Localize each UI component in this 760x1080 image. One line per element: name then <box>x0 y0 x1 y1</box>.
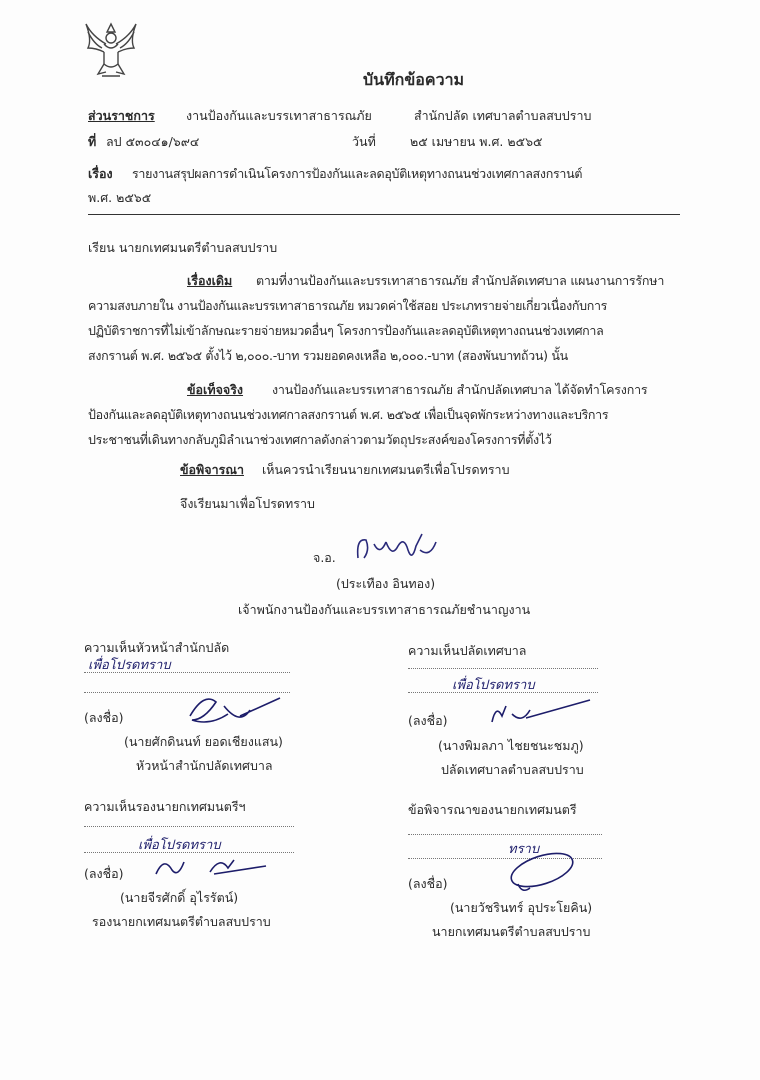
approval-position-clerk: ปลัดเทศบาลตำบลสบปราบ <box>441 762 584 777</box>
ref-value: ลป ๕๓๐๔๑/๖๙๔ <box>106 134 200 149</box>
deputy-signature <box>150 852 270 884</box>
garuda-emblem <box>82 18 140 80</box>
sign-label-clerk: (ลงชื่อ) <box>408 713 448 728</box>
approval-heading-deputy: ความเห็นรองนายกเทศมนตรีฯ <box>84 799 246 814</box>
dotted-line <box>408 834 602 835</box>
date-label: วันที่ <box>352 134 376 149</box>
date-value: ๒๕ เมษายน พ.ศ. ๒๕๖๕ <box>410 134 543 149</box>
sign-label-deputy: (ลงชื่อ) <box>84 866 124 881</box>
ref-label: ที่ <box>88 134 97 149</box>
closing-line: จึงเรียนมาเพื่อโปรดทราบ <box>180 496 315 511</box>
clerk-signature <box>486 696 596 728</box>
consideration-label: ข้อพิจารณา <box>180 462 244 477</box>
background-line-4: สงกรานต์ พ.ศ. ๒๕๖๕ ตั้งไว้ ๒,๐๐๐.-บาท รวมยอดคงเหลือ ๒,๐๐๐.-บาท (สองพันบาทถ้วน) นั้น <box>88 348 568 363</box>
agency-label: ส่วนราชการ <box>88 108 155 123</box>
background-line-1: ตามที่งานป้องกันและบรรเทาสาธารณภัย สำนักปลัดเทศบาล แผนงานการรักษา <box>256 273 665 288</box>
author-prefix: จ.อ. <box>313 550 336 565</box>
approval-note-deputy: เพื่อโปรดทราบ <box>138 838 221 853</box>
approval-note-clerk: เพื่อโปรดทราบ <box>452 678 535 693</box>
facts-label: ข้อเท็จจริง <box>187 382 244 397</box>
salutation: เรียน นายกเทศมนตรีตำบลสบปราบ <box>88 240 278 255</box>
approval-name-clerk: (นางพิมลภา ไชยชนะชมภู) <box>438 738 584 753</box>
approval-position-mayor: นายกเทศมนตรีตำบลสบปราบ <box>432 924 591 939</box>
consideration-line-1: เห็นควรนำเรียนนายกเทศมนตรีเพื่อโปรดทราบ <box>262 462 510 477</box>
approval-note-chief: เพื่อโปรดทราบ <box>88 658 171 673</box>
author-name: (ประเทือง อินทอง) <box>336 576 436 591</box>
approval-name-mayor: (นายวัชรินทร์ อุประโยคิน) <box>450 900 593 915</box>
memo-title: บันทึกข้อความ <box>363 70 465 89</box>
agency-office: สำนักปลัด เทศบาลตำบลสบปราบ <box>414 108 592 123</box>
header-divider <box>88 214 680 215</box>
sign-label-mayor: (ลงชื่อ) <box>408 876 448 891</box>
background-label: เรื่องเดิม <box>187 273 233 288</box>
chief-signature <box>180 686 290 732</box>
facts-line-1: งานป้องกันและบรรเทาสาธารณภัย สำนักปลัดเทศบาล ได้จัดทำโครงการ <box>272 382 648 397</box>
background-line-2: ความสงบภายใน งานป้องกันและบรรเทาสาธารณภัย หมวดค่าใช้สอย ประเภทรายจ่ายเกี่ยวเนื่องกับการ <box>88 298 607 313</box>
dotted-line <box>408 692 598 693</box>
dotted-line <box>84 826 294 827</box>
subject-line-2: พ.ศ. ๒๕๖๕ <box>88 190 152 205</box>
approval-name-chief: (นายศักดินนท์ ยอดเชียงแสน) <box>124 734 283 749</box>
approval-note-mayor: ทราบ <box>508 842 540 857</box>
agency-value: งานป้องกันและบรรเทาสาธารณภัย <box>186 108 372 123</box>
approval-heading-mayor: ข้อพิจารณาของนายกเทศมนตรี <box>408 802 577 817</box>
approval-position-chief: หัวหน้าสำนักปลัดเทศบาล <box>136 758 273 773</box>
subject-label: เรื่อง <box>88 166 113 181</box>
approval-heading-clerk: ความเห็นปลัดเทศบาล <box>408 643 527 658</box>
sign-label-chief: (ลงชื่อ) <box>84 710 124 725</box>
facts-line-3: ประชาชนที่เดินทางกลับภูมิลำเนาช่วงเทศกาลดังกล่าวตามวัตถุประสงค์ของโครงการที่ตั้งไว้ <box>88 432 552 447</box>
mayor-signature <box>500 848 580 898</box>
approval-heading-chief: ความเห็นหัวหน้าสำนักปลัด <box>84 640 230 655</box>
dotted-line <box>408 668 598 669</box>
author-position: เจ้าพนักงานป้องกันและบรรเทาสาธารณภัยชำนาญงาน <box>238 602 531 617</box>
author-signature <box>350 528 450 568</box>
approval-name-deputy: (นายจีรศักดิ์ อุไรรัตน์) <box>120 890 239 905</box>
dotted-line <box>84 672 290 673</box>
facts-line-2: ป้องกันและลดอุบัติเหตุทางถนนช่วงเทศกาลสงกรานต์ พ.ศ. ๒๕๖๕ เพื่อเป็นจุดพักระหว่างทางและบริการ <box>88 407 609 422</box>
approval-position-deputy: รองนายกเทศมนตรีตำบลสบปราบ <box>92 914 271 929</box>
background-line-3: ปฏิบัติราชการที่ไม่เข้าลักษณะรายจ่ายหมวดอื่นๆ โครงการป้องกันและลดอุบัติเหตุทางถนนช่วงเทศกาล <box>88 323 604 338</box>
subject-line-1: รายงานสรุปผลการดำเนินโครงการป้องกันและลดอุบัติเหตุทางถนนช่วงเทศกาลสงกรานต์ <box>132 166 583 181</box>
